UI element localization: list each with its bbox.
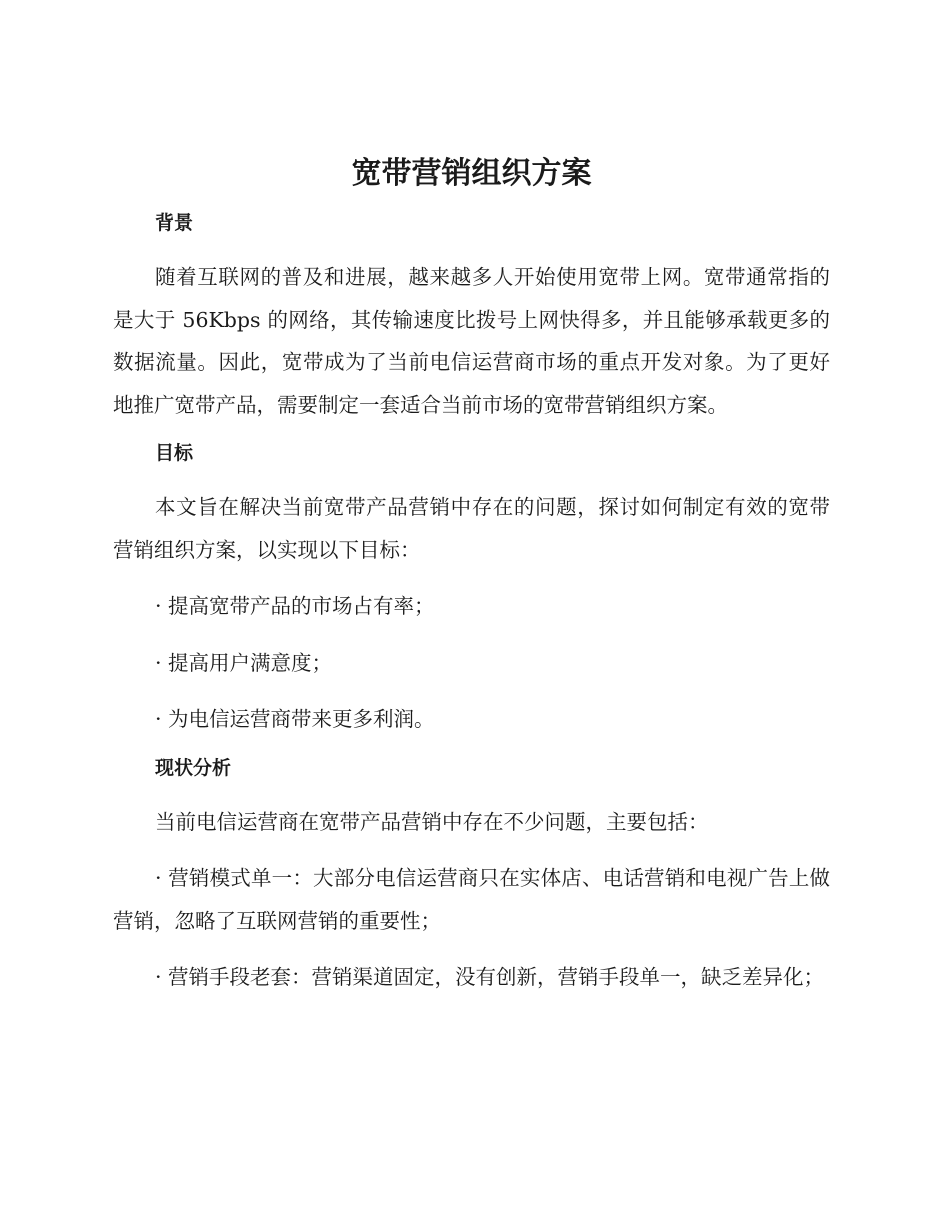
background-paragraph: 随着互联网的普及和进展，越来越多人开始使用宽带上网。宽带通常指的是大于 56Kbps 的网络，其传输速度比拨号上网快得多，并且能够承载更多的数据流量。因此，宽带成为了当前电信运营商市场的重点开发对象。为了更好地推广宽带产品，需要制定一套适合当前市场的宽带营销组织方案。: [113, 265, 830, 417]
status-analysis-paragraph: 当前电信运营商在宽带产品营销中存在不少问题，主要包括：: [155, 809, 709, 834]
section-heading-goals: 目标: [155, 442, 194, 464]
goals-bullet-2: · 提高用户满意度；: [155, 650, 333, 675]
document-title: 宽带营销组织方案: [351, 156, 592, 191]
goals-bullet-1: · 提高宽带产品的市场占有率；: [155, 594, 435, 618]
goals-bullet-3: · 为电信运营商带来更多利润。: [155, 707, 435, 731]
status-bullet-2: · 营销手段老套：营销渠道固定，没有创新，营销手段单一，缺乏差异化；: [155, 965, 825, 989]
goals-paragraph: 本文旨在解决当前宽带产品营销中存在的问题，探讨如何制定有效的宽带营销组织方案，以实现以下目标：: [113, 495, 830, 562]
section-heading-status-analysis: 现状分析: [155, 756, 232, 779]
document-body: [113, 150, 830, 999]
status-bullet-1: · 营销模式单一：大部分电信运营商只在实体店、电话营销和电视广告上做营销，忽略了互联网营销的重要性；: [113, 866, 830, 933]
section-heading-background: 背景: [155, 212, 194, 234]
